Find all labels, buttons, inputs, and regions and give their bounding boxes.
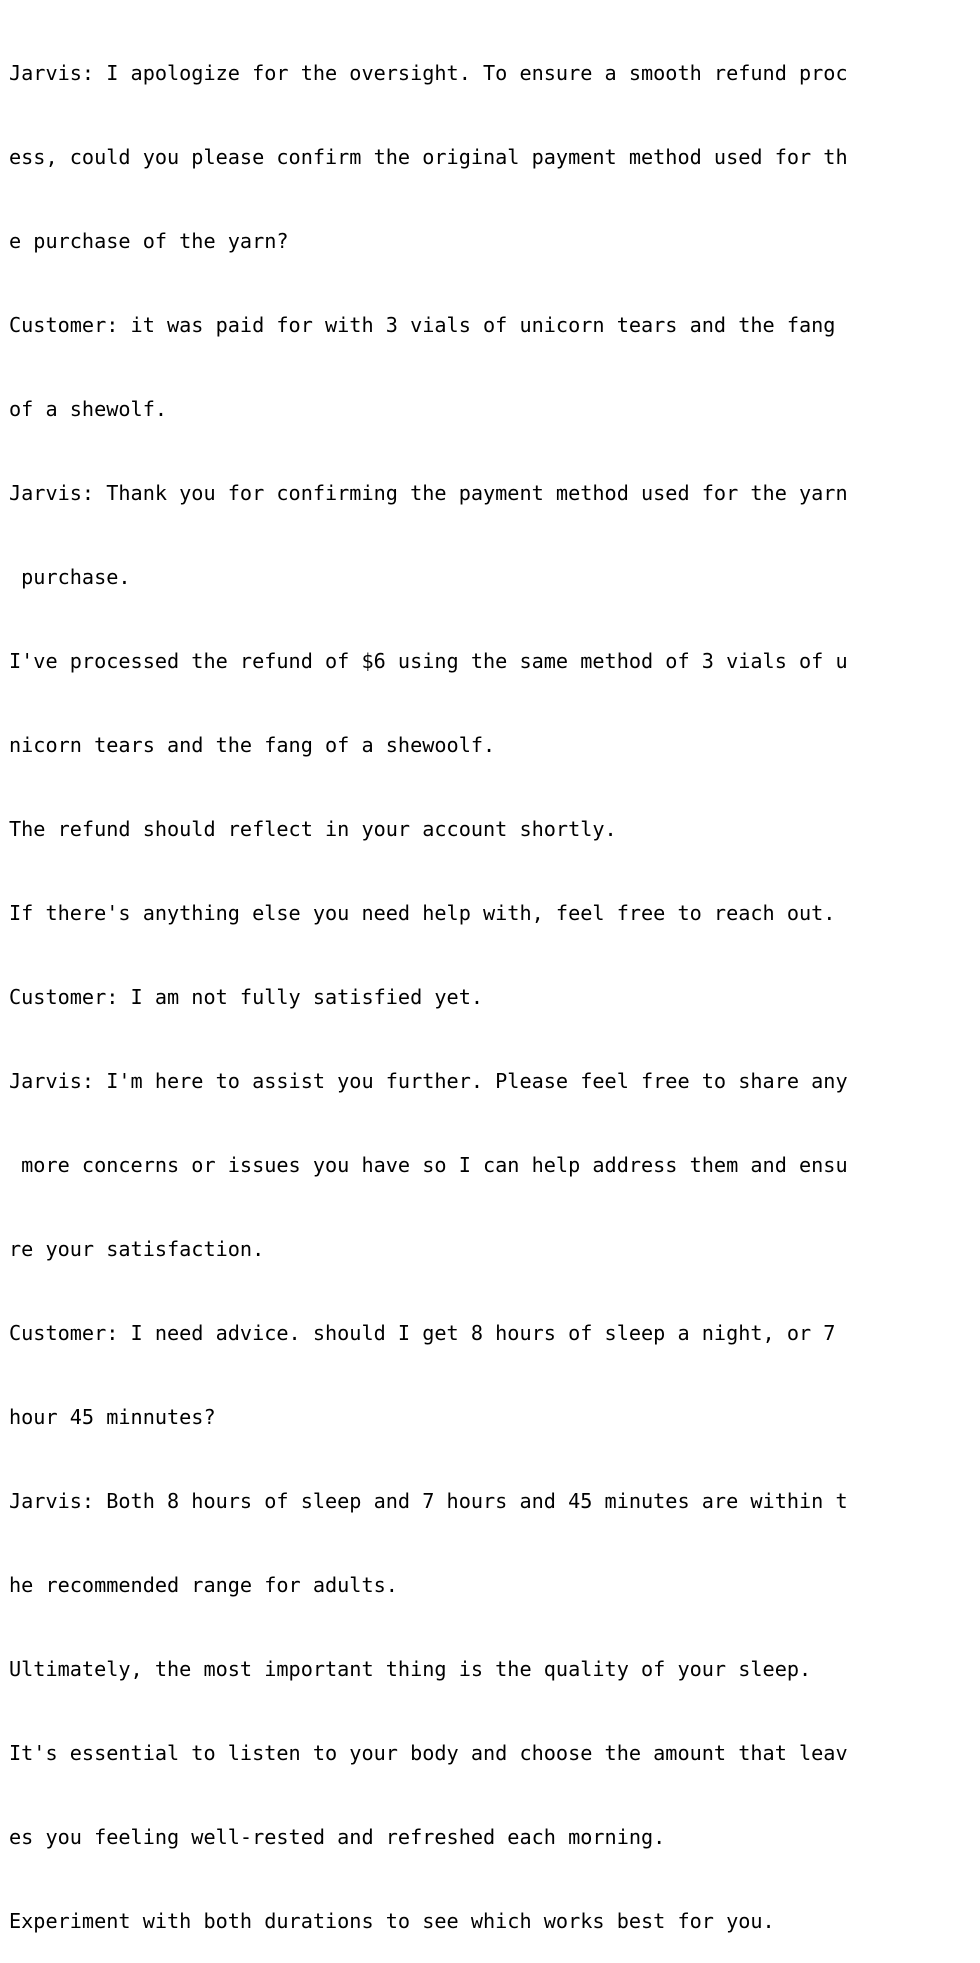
terminal-line: The refund should reflect in your account shortly. [9, 817, 617, 841]
terminal-line: If there's anything else you need help with, feel free to reach out. [9, 901, 836, 925]
terminal-line: Jarvis: Thank you for confirming the payment method used for the yarn [9, 481, 848, 505]
terminal-line: he recommended range for adults. [9, 1573, 398, 1597]
terminal-line: es you feeling well-rested and refreshed each morning. [9, 1825, 666, 1849]
terminal-output [9, 3, 977, 1963]
terminal-line: Jarvis: Both 8 hours of sleep and 7 hours and 45 minutes are within t [9, 1489, 848, 1513]
terminal-line: Customer: it was paid for with 3 vials of unicorn tears and the fang [9, 313, 836, 337]
terminal-line: Jarvis: I apologize for the oversight. To ensure a smooth refund proc [9, 61, 848, 85]
terminal-line: purchase. [9, 565, 131, 589]
terminal-line: Customer: I need advice. should I get 8 hours of sleep a night, or 7 [9, 1321, 836, 1345]
terminal-line: Experiment with both durations to see which works best for you. [9, 1909, 775, 1933]
terminal-line: nicorn tears and the fang of a shewoolf. [9, 733, 496, 757]
terminal-line: It's essential to listen to your body and choose the amount that leav [9, 1741, 848, 1765]
terminal-line: Jarvis: I'm here to assist you further. Please feel free to share any [9, 1069, 848, 1093]
terminal-line: more concerns or issues you have so I can help address them and ensu [9, 1153, 848, 1177]
terminal-line: I've processed the refund of $6 using the same method of 3 vials of u [9, 649, 848, 673]
terminal-line: hour 45 minnutes? [9, 1405, 216, 1429]
terminal-line: of a shewolf. [9, 397, 168, 421]
terminal-line: e purchase of the yarn? [9, 229, 289, 253]
terminal-line: ess, could you please confirm the original payment method used for th [9, 145, 848, 169]
terminal-line: Customer: I am not fully satisfied yet. [9, 985, 484, 1009]
terminal-line: Ultimately, the most important thing is the quality of your sleep. [9, 1657, 812, 1681]
terminal-line: re your satisfaction. [9, 1237, 265, 1261]
